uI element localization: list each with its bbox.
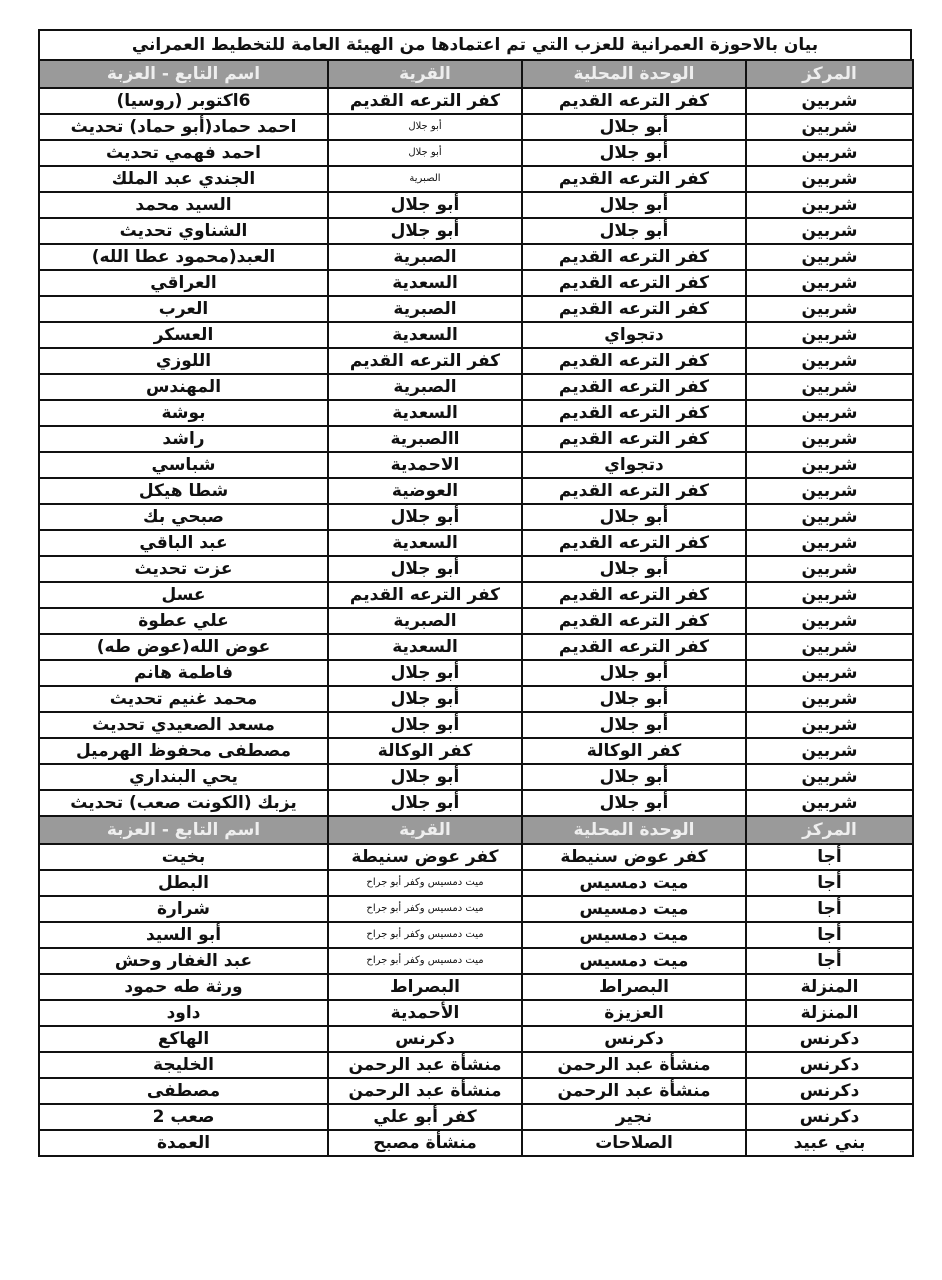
cell-hamlet: صبحي بك (39, 504, 328, 530)
cell-hamlet: العرب (39, 296, 328, 322)
table-row (39, 712, 913, 738)
cell-hamlet: شرارة (39, 896, 328, 922)
cell-hamlet: احمد حماد(أبو حماد) تحديث (39, 114, 328, 140)
table-row (39, 400, 913, 426)
cell-local-unit: أبو جلال (522, 556, 746, 582)
cell-village: كفر أبو علي (328, 1104, 522, 1130)
cell-hamlet: اللوزي (39, 348, 328, 374)
cell-markaz: شربين (746, 582, 913, 608)
cell-markaz: شربين (746, 192, 913, 218)
table-row (39, 556, 913, 582)
table-row (39, 686, 913, 712)
cell-local-unit: كفر الترعه القديم (522, 374, 746, 400)
table-row (39, 166, 913, 192)
cell-local-unit: أبو جلال (522, 140, 746, 166)
cell-markaz: شربين (746, 478, 913, 504)
table-row (39, 114, 913, 140)
cell-village: كفر عوض سنيطة (328, 844, 522, 870)
cell-village: دكرنس (328, 1026, 522, 1052)
cell-village: السعدية (328, 322, 522, 348)
cell-markaz: دكرنس (746, 1052, 913, 1078)
cell-local-unit: ميت دمسيس (522, 870, 746, 896)
table-row (39, 948, 913, 974)
cell-hamlet: بخيت (39, 844, 328, 870)
section-2-header (39, 816, 913, 844)
cell-local-unit: كفر الترعه القديم (522, 400, 746, 426)
cell-markaz: شربين (746, 140, 913, 166)
cell-hamlet: 6اكتوبر (روسيا) (39, 88, 328, 114)
cell-markaz: بني عبيد (746, 1130, 913, 1156)
cell-local-unit: ميت دمسيس (522, 922, 746, 948)
table-row (39, 922, 913, 948)
cell-markaz: شربين (746, 244, 913, 270)
cell-local-unit: الصلاحات (522, 1130, 746, 1156)
cell-hamlet: صعب 2 (39, 1104, 328, 1130)
hamlets-table (38, 59, 914, 1157)
cell-markaz: شربين (746, 426, 913, 452)
table-row (39, 1078, 913, 1104)
cell-hamlet: عوض الله(عوض طه) (39, 634, 328, 660)
cell-local-unit: ميت دمسيس (522, 948, 746, 974)
section-1-body (39, 88, 913, 816)
cell-markaz: شربين (746, 374, 913, 400)
cell-hamlet: العمدة (39, 1130, 328, 1156)
cell-village: الصبرية (328, 166, 522, 192)
header-markaz: المركز (746, 60, 913, 88)
table-row (39, 374, 913, 400)
cell-markaz: أجا (746, 896, 913, 922)
table-row (39, 608, 913, 634)
cell-hamlet: مصطفى (39, 1078, 328, 1104)
table-row (39, 844, 913, 870)
cell-hamlet: عبد الغفار وحش (39, 948, 328, 974)
cell-markaz: شربين (746, 296, 913, 322)
cell-markaz: المنزلة (746, 974, 913, 1000)
cell-markaz: شربين (746, 556, 913, 582)
cell-local-unit: كفر الترعه القديم (522, 348, 746, 374)
cell-local-unit: دتجواي (522, 452, 746, 478)
table-row (39, 974, 913, 1000)
table-row (39, 896, 913, 922)
table-row (39, 1104, 913, 1130)
cell-hamlet: الهاكع (39, 1026, 328, 1052)
cell-hamlet: يزبك (الكونت صعب) تحديث (39, 790, 328, 816)
cell-local-unit: دكرنس (522, 1026, 746, 1052)
cell-hamlet: العبد(محمود عطا الله) (39, 244, 328, 270)
cell-hamlet: بوشة (39, 400, 328, 426)
table-row (39, 634, 913, 660)
cell-local-unit: كفر الترعه القديم (522, 426, 746, 452)
cell-village: أبو جلال (328, 114, 522, 140)
cell-local-unit: نجير (522, 1104, 746, 1130)
cell-hamlet: علي عطوة (39, 608, 328, 634)
cell-markaz: شربين (746, 114, 913, 140)
cell-hamlet: شطا هيكل (39, 478, 328, 504)
cell-local-unit: أبو جلال (522, 790, 746, 816)
cell-markaz: دكرنس (746, 1078, 913, 1104)
table-row (39, 478, 913, 504)
cell-markaz: شربين (746, 660, 913, 686)
cell-village: أبو جلال (328, 660, 522, 686)
cell-village: البصراط (328, 974, 522, 1000)
cell-hamlet: مسعد الصعيدي تحديث (39, 712, 328, 738)
cell-markaz: شربين (746, 322, 913, 348)
cell-local-unit: منشأة عبد الرحمن (522, 1078, 746, 1104)
cell-markaz: دكرنس (746, 1026, 913, 1052)
table-row (39, 530, 913, 556)
cell-village: العوضية (328, 478, 522, 504)
cell-local-unit: منشأة عبد الرحمن (522, 1052, 746, 1078)
table-row (39, 660, 913, 686)
cell-village: السعدية (328, 270, 522, 296)
cell-village: ميت دمسيس وكفر أبو جراح (328, 870, 522, 896)
cell-local-unit: كفر الترعه القديم (522, 634, 746, 660)
cell-local-unit: كفر الترعه القديم (522, 296, 746, 322)
cell-hamlet: الشناوي تحديث (39, 218, 328, 244)
cell-local-unit: كفر الترعه القديم (522, 530, 746, 556)
cell-markaz: شربين (746, 686, 913, 712)
cell-local-unit: كفر الترعه القديم (522, 608, 746, 634)
table-row (39, 1026, 913, 1052)
cell-hamlet: محمد غنيم تحديث (39, 686, 328, 712)
cell-local-unit: أبو جلال (522, 660, 746, 686)
cell-markaz: شربين (746, 88, 913, 114)
cell-markaz: شربين (746, 504, 913, 530)
cell-village: أبو جلال (328, 790, 522, 816)
header-hamlet: اسم التابع - العزبة (39, 60, 328, 88)
header-village: القرية (328, 60, 522, 88)
table-row (39, 218, 913, 244)
cell-markaz: دكرنس (746, 1104, 913, 1130)
table-row (39, 504, 913, 530)
cell-village: الصبرية (328, 374, 522, 400)
cell-local-unit: كفر الترعه القديم (522, 270, 746, 296)
header-hamlet: اسم التابع - العزبة (39, 816, 328, 844)
document-sheet (38, 29, 912, 1157)
cell-village: كفر الترعه القديم (328, 348, 522, 374)
table-row (39, 348, 913, 374)
cell-markaz: المنزلة (746, 1000, 913, 1026)
table-row (39, 452, 913, 478)
cell-markaz: أجا (746, 844, 913, 870)
cell-hamlet: شباسي (39, 452, 328, 478)
cell-village: الصبرية (328, 244, 522, 270)
table-row (39, 1052, 913, 1078)
cell-markaz: شربين (746, 166, 913, 192)
header-local-unit: الوحدة المحلية (522, 60, 746, 88)
cell-village: منشأة عبد الرحمن (328, 1078, 522, 1104)
cell-hamlet: العسكر (39, 322, 328, 348)
cell-markaz: شربين (746, 218, 913, 244)
cell-local-unit: كفر الترعه القديم (522, 244, 746, 270)
cell-village: كفر الترعه القديم (328, 582, 522, 608)
cell-markaz: شربين (746, 764, 913, 790)
header-village: القرية (328, 816, 522, 844)
cell-village: أبو جلال (328, 140, 522, 166)
cell-local-unit: أبو جلال (522, 686, 746, 712)
cell-markaz: شربين (746, 738, 913, 764)
cell-village: االصبرية (328, 426, 522, 452)
table-row (39, 140, 913, 166)
cell-village: الصبرية (328, 296, 522, 322)
cell-village: أبو جلال (328, 556, 522, 582)
cell-local-unit: كفر عوض سنيطة (522, 844, 746, 870)
cell-local-unit: كفر الترعه القديم (522, 166, 746, 192)
header-row (39, 60, 913, 88)
cell-village: السعدية (328, 530, 522, 556)
cell-local-unit: البصراط (522, 974, 746, 1000)
cell-village: أبو جلال (328, 192, 522, 218)
cell-hamlet: السيد محمد (39, 192, 328, 218)
section-2-body (39, 844, 913, 1156)
cell-hamlet: أبو السيد (39, 922, 328, 948)
cell-markaz: شربين (746, 348, 913, 374)
cell-village: كفر الوكالة (328, 738, 522, 764)
cell-hamlet: المهندس (39, 374, 328, 400)
cell-markaz: شربين (746, 712, 913, 738)
table-row (39, 790, 913, 816)
cell-hamlet: راشد (39, 426, 328, 452)
cell-village: أبو جلال (328, 686, 522, 712)
cell-local-unit: دتجواي (522, 322, 746, 348)
table-row (39, 270, 913, 296)
cell-markaz: شربين (746, 530, 913, 556)
cell-local-unit: أبو جلال (522, 218, 746, 244)
cell-hamlet: الجندي عبد الملك (39, 166, 328, 192)
cell-local-unit: أبو جلال (522, 504, 746, 530)
table-row (39, 764, 913, 790)
table-row (39, 1000, 913, 1026)
cell-local-unit: كفر الترعه القديم (522, 582, 746, 608)
cell-hamlet: داود (39, 1000, 328, 1026)
cell-village: كفر الترعه القديم (328, 88, 522, 114)
table-row (39, 296, 913, 322)
header-row (39, 816, 913, 844)
cell-hamlet: فاطمة هانم (39, 660, 328, 686)
table-row (39, 322, 913, 348)
cell-markaz: شربين (746, 608, 913, 634)
cell-hamlet: البطل (39, 870, 328, 896)
table-row (39, 870, 913, 896)
table-row (39, 88, 913, 114)
cell-local-unit: ميت دمسيس (522, 896, 746, 922)
cell-markaz: شربين (746, 400, 913, 426)
cell-village: السعدية (328, 634, 522, 660)
cell-village: أبو جلال (328, 712, 522, 738)
document-title: بيان بالاحوزة العمرانية للعزب التي تم اعتمادها من الهيئة العامة للتخطيط العمراني (38, 29, 912, 59)
cell-village: ميت دمسيس وكفر أبو جراح (328, 896, 522, 922)
cell-local-unit: العزيزة (522, 1000, 746, 1026)
cell-hamlet: ورثة طه حمود (39, 974, 328, 1000)
cell-local-unit: أبو جلال (522, 712, 746, 738)
cell-hamlet: العراقي (39, 270, 328, 296)
cell-local-unit: كفر الترعه القديم (522, 88, 746, 114)
table-row (39, 192, 913, 218)
cell-village: الصبرية (328, 608, 522, 634)
cell-village: منشأة مصبح (328, 1130, 522, 1156)
cell-village: منشأة عبد الرحمن (328, 1052, 522, 1078)
table-row (39, 426, 913, 452)
cell-markaz: شربين (746, 790, 913, 816)
table-row (39, 582, 913, 608)
cell-village: ميت دمسيس وكفر أبو جراح (328, 922, 522, 948)
cell-local-unit: أبو جلال (522, 114, 746, 140)
table-row (39, 244, 913, 270)
table-row (39, 1130, 913, 1156)
cell-village: الاحمدية (328, 452, 522, 478)
cell-markaz: أجا (746, 922, 913, 948)
cell-village: الأحمدية (328, 1000, 522, 1026)
cell-local-unit: كفر الترعه القديم (522, 478, 746, 504)
cell-hamlet: عبد الباقي (39, 530, 328, 556)
cell-local-unit: كفر الوكالة (522, 738, 746, 764)
cell-markaz: أجا (746, 870, 913, 896)
cell-local-unit: أبو جلال (522, 192, 746, 218)
cell-hamlet: مصطفى محفوظ الهرميل (39, 738, 328, 764)
cell-village: أبو جلال (328, 218, 522, 244)
cell-village: السعدية (328, 400, 522, 426)
header-markaz: المركز (746, 816, 913, 844)
cell-hamlet: يحي البنداري (39, 764, 328, 790)
header-local-unit: الوحدة المحلية (522, 816, 746, 844)
cell-village: ميت دمسيس وكفر أبو جراح (328, 948, 522, 974)
cell-hamlet: الخليجة (39, 1052, 328, 1078)
table-row (39, 738, 913, 764)
cell-markaz: شربين (746, 634, 913, 660)
cell-markaz: شربين (746, 270, 913, 296)
cell-hamlet: احمد فهمي تحديث (39, 140, 328, 166)
cell-village: أبو جلال (328, 764, 522, 790)
cell-markaz: شربين (746, 452, 913, 478)
cell-village: أبو جلال (328, 504, 522, 530)
cell-markaz: أجا (746, 948, 913, 974)
cell-hamlet: عزت تحديث (39, 556, 328, 582)
cell-hamlet: عسل (39, 582, 328, 608)
cell-local-unit: أبو جلال (522, 764, 746, 790)
